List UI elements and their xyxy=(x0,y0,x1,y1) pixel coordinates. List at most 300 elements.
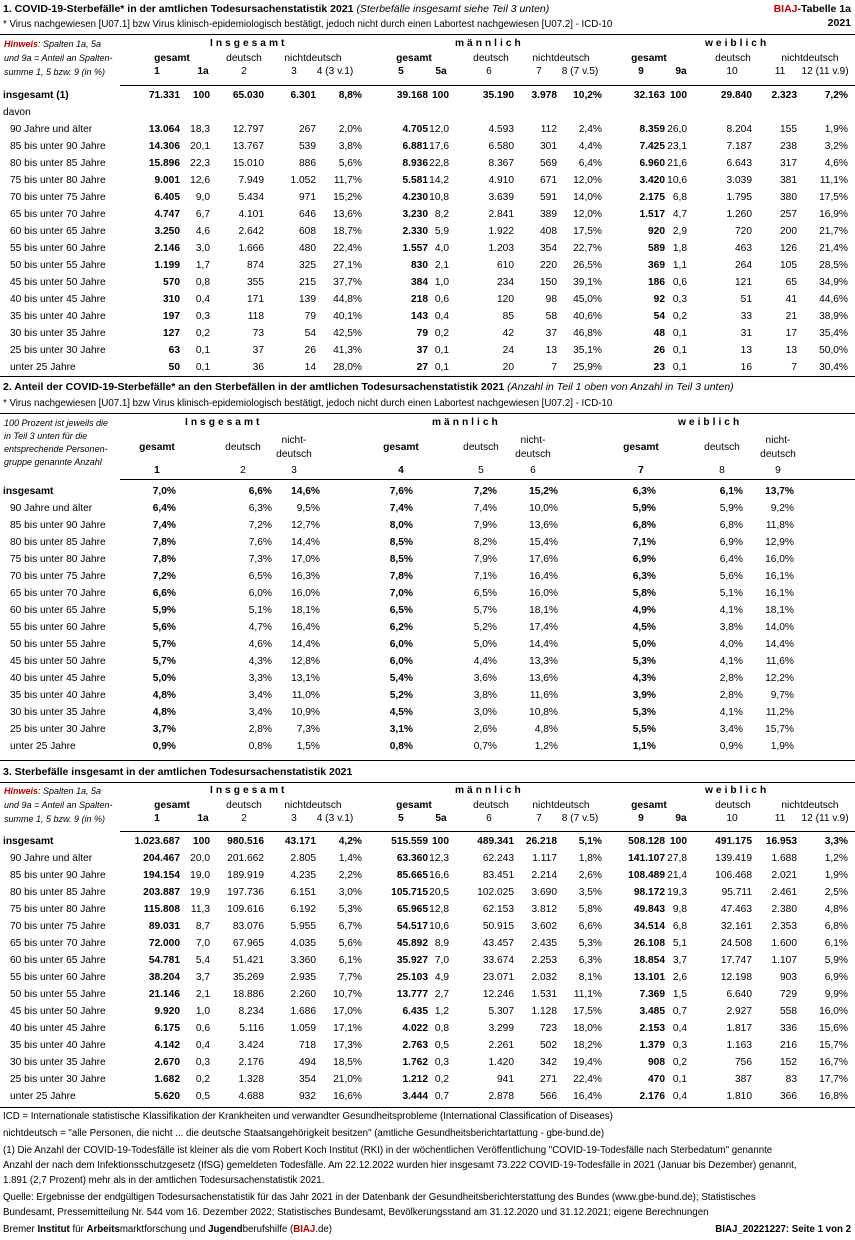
col-label-nd: nichtdeutsch xyxy=(284,800,342,811)
cell: 3.039 xyxy=(726,175,752,186)
row-label: 25 bis unter 30 Jahre xyxy=(10,724,106,735)
cell: 8.936 xyxy=(402,158,428,169)
cell: 0,5 xyxy=(434,1040,449,1051)
cell: 0,7 xyxy=(672,1006,687,1017)
cell: 1.682 xyxy=(154,1074,180,1085)
table-row xyxy=(0,688,855,705)
cell: 7,8% xyxy=(389,571,413,582)
row-label: 85 bis unter 90 Jahre xyxy=(10,141,106,152)
cell: 79 xyxy=(416,328,428,339)
cell: 22,7% xyxy=(573,243,602,254)
cell: 1.052 xyxy=(290,175,316,186)
group-weiblich: weiblich xyxy=(705,785,770,796)
cell: 4,3% xyxy=(248,656,272,667)
row-label: 85 bis unter 90 Jahre xyxy=(10,520,106,531)
cell: 0,4 xyxy=(434,311,449,322)
cell: 12,0 xyxy=(429,124,449,135)
cell: 4,7 xyxy=(672,209,687,220)
cell: 932 xyxy=(299,1091,316,1102)
cell: 6,3% xyxy=(632,571,656,582)
cell: 1.517 xyxy=(639,209,665,220)
cell: 19,3 xyxy=(667,887,687,898)
cell: 2,2% xyxy=(338,870,362,881)
cell: 9,7% xyxy=(770,690,794,701)
table-row xyxy=(0,1038,855,1055)
table-row xyxy=(0,569,855,586)
cell: 189.919 xyxy=(227,870,264,881)
row-label: 40 bis unter 45 Jahre xyxy=(10,673,106,684)
davon-label xyxy=(0,105,855,122)
cell: 539 xyxy=(299,141,316,152)
cell: 2.461 xyxy=(771,887,797,898)
cell: 4,8% xyxy=(534,724,558,735)
cell: 24.508 xyxy=(720,938,752,949)
cell: 12,0% xyxy=(573,175,602,186)
cell: 12,9% xyxy=(765,537,794,548)
cell: 1.810 xyxy=(726,1091,752,1102)
cell: 6,0% xyxy=(389,656,413,667)
cell: 2.763 xyxy=(402,1040,428,1051)
row-label: 60 bis unter 65 Jahre xyxy=(10,226,106,237)
cell: 4.235 xyxy=(290,870,316,881)
row-label: 50 bis unter 55 Jahre xyxy=(10,260,106,271)
cell: 45,0% xyxy=(573,294,602,305)
col-number-n3: 3 xyxy=(291,813,297,824)
col-label-gesamt-1: gesamt xyxy=(383,442,419,453)
cell: 5.307 xyxy=(488,1006,514,1017)
cell: 20,1 xyxy=(190,141,210,152)
cell: 100 xyxy=(432,90,449,101)
cell: 13.064 xyxy=(148,124,180,135)
cell: 12.797 xyxy=(232,124,264,135)
cell: 152 xyxy=(780,1057,797,1068)
cell: 23,1 xyxy=(667,141,687,152)
cell: 7,7% xyxy=(338,972,362,983)
cell: 3,1% xyxy=(389,724,413,735)
row-label: 50 bis unter 55 Jahre xyxy=(10,639,106,650)
cell: 5,9% xyxy=(824,955,848,966)
cell: 15.896 xyxy=(148,158,180,169)
row-label: 50 bis unter 55 Jahre xyxy=(10,989,106,1000)
cell: 6.643 xyxy=(726,158,752,169)
cell: 1.795 xyxy=(726,192,752,203)
cell: 3.812 xyxy=(531,904,557,915)
cell: 342 xyxy=(540,1057,557,1068)
row-label: 75 bis unter 80 Jahre xyxy=(10,554,106,565)
cell: 3,9% xyxy=(632,690,656,701)
cell: 22,4% xyxy=(333,243,362,254)
cell: 3,8% xyxy=(473,690,497,701)
cell: 72.000 xyxy=(148,938,180,949)
cell: 2.253 xyxy=(531,955,557,966)
cell: 13,1% xyxy=(291,673,320,684)
cell: 5,1% xyxy=(719,588,743,599)
cell: 41,3% xyxy=(333,345,362,356)
cell: 6,7% xyxy=(338,921,362,932)
cell: 155 xyxy=(780,124,797,135)
cell: 22,4% xyxy=(573,1074,602,1085)
cell: 16,3% xyxy=(291,571,320,582)
table-row xyxy=(0,586,855,603)
row-label: 40 bis unter 45 Jahre xyxy=(10,294,106,305)
cell: 234 xyxy=(497,277,514,288)
row-label: 70 bis unter 75 Jahre xyxy=(10,921,106,932)
cell: 354 xyxy=(540,243,557,254)
cell: 3.230 xyxy=(402,209,428,220)
cell: 4,2% xyxy=(338,836,362,847)
virus-note: * Virus nachgewiesen [U07.1] bzw Virus klinisch-epidemiologisch bestätigt, jedoch nicht durch einen Labortest nachgewiesen [U07.2] - ICD-10 xyxy=(3,19,613,30)
col-label-gesamt: gesamt xyxy=(631,53,667,64)
cell: 0,6 xyxy=(434,294,449,305)
col-label-gesamt: gesamt xyxy=(396,53,432,64)
cell: 38,9% xyxy=(819,311,848,322)
cell: 4,4% xyxy=(473,656,497,667)
cell: 4,8% xyxy=(824,904,848,915)
note-icd: ICD = Internationale statistische Klassifikation der Krankheiten und verwandter Gesundheitsprobleme (International Classification of Diseases) xyxy=(3,1111,613,1122)
cell: 24 xyxy=(502,345,514,356)
cell: 5.581 xyxy=(402,175,428,186)
cell: 1.686 xyxy=(290,1006,316,1017)
cell: 1.600 xyxy=(771,938,797,949)
cell: 98.172 xyxy=(633,887,665,898)
cell: 1.107 xyxy=(771,955,797,966)
cell: 4.035 xyxy=(290,938,316,949)
cell: 13.101 xyxy=(633,972,665,983)
cell: 4,5% xyxy=(389,707,413,718)
cell: 15.010 xyxy=(232,158,264,169)
cell: 2,6% xyxy=(578,870,602,881)
cell: 6,3% xyxy=(578,955,602,966)
cell: 9,8 xyxy=(672,904,687,915)
row-label: 35 bis unter 40 Jahre xyxy=(10,311,106,322)
cell: 2.353 xyxy=(771,921,797,932)
col-number-n1: 1 xyxy=(154,465,160,476)
cell: 1,4% xyxy=(338,853,362,864)
cell: 17,4% xyxy=(529,622,558,633)
cell: 6,4% xyxy=(152,503,176,514)
group-weiblich: weiblich xyxy=(705,38,770,49)
cell: 0,3 xyxy=(195,311,210,322)
cell: 6,8% xyxy=(632,520,656,531)
cell: 354 xyxy=(299,1074,316,1085)
cell: 1.531 xyxy=(531,989,557,1000)
cell: 16,9% xyxy=(819,209,848,220)
row-label: 30 bis unter 35 Jahre xyxy=(10,707,106,718)
table-id: BIAJ-Tabelle 1a xyxy=(773,3,851,15)
cell: 23 xyxy=(653,362,665,373)
cell: 1.117 xyxy=(532,853,557,864)
cell: 44,6% xyxy=(819,294,848,305)
cell: 2,6 xyxy=(672,972,687,983)
total-row xyxy=(0,834,855,851)
row-label: 45 bis unter 50 Jahre xyxy=(10,277,106,288)
cell: 71.331 xyxy=(148,90,180,101)
cell: 1,9% xyxy=(824,124,848,135)
cell: 3,0% xyxy=(338,887,362,898)
cell: 0,2 xyxy=(434,1074,449,1085)
cell: 5,8% xyxy=(632,588,656,599)
col-number-n1: 1 xyxy=(154,813,160,824)
cell: 8,9 xyxy=(434,938,449,949)
col-number-n12: 12 (11 v.9) xyxy=(801,813,849,824)
cell: 6,3% xyxy=(632,486,656,497)
cell: 7,8% xyxy=(152,537,176,548)
cell: 2.841 xyxy=(488,209,514,220)
cell: 16,0% xyxy=(291,588,320,599)
cell: 317 xyxy=(780,158,797,169)
table-row xyxy=(0,343,855,360)
table-row xyxy=(0,190,855,207)
cell: 11,6% xyxy=(529,690,558,701)
table-row xyxy=(0,868,855,885)
cell: 4,0% xyxy=(719,639,743,650)
cell: 1.379 xyxy=(639,1040,665,1051)
cell: 49.843 xyxy=(633,904,665,915)
cell: 85.665 xyxy=(396,870,428,881)
cell: 37 xyxy=(416,345,428,356)
col-number-n6: 6 xyxy=(530,465,536,476)
cell: 0,2 xyxy=(672,1057,687,1068)
cell: 13,6% xyxy=(333,209,362,220)
col-number-n5a: 5a xyxy=(435,66,447,77)
cell: 1,2% xyxy=(824,853,848,864)
cell: 18,1% xyxy=(765,605,794,616)
cell: 1.023.687 xyxy=(134,836,180,847)
cell: 5,1% xyxy=(248,605,272,616)
cell: 0,8% xyxy=(248,741,272,752)
cell: 4,1% xyxy=(719,605,743,616)
cell: 3,7% xyxy=(152,724,176,735)
cell: 7.425 xyxy=(639,141,665,152)
cell: 32.161 xyxy=(720,921,752,932)
cell: 10,9% xyxy=(291,707,320,718)
cell: 2.330 xyxy=(402,226,428,237)
cell: 89.031 xyxy=(148,921,180,932)
cell: 1.922 xyxy=(488,226,514,237)
cell: 1,5% xyxy=(296,741,320,752)
cell: 1.666 xyxy=(238,243,264,254)
cell: 100 xyxy=(670,90,687,101)
cell: 301 xyxy=(540,141,557,152)
col-number-n7: 7 xyxy=(536,813,542,824)
cell: 6,4% xyxy=(578,158,602,169)
cell: 4.593 xyxy=(488,124,514,135)
cell: 830 xyxy=(411,260,428,271)
cell: 4,6 xyxy=(195,226,210,237)
cell: 17,6 xyxy=(429,141,449,152)
cell: 6.405 xyxy=(154,192,180,203)
col-number-n1a: 1a xyxy=(197,813,209,824)
source-line-1: Quelle: Ergebnisse der endgültigen Todesursachenstatistik für das Jahr 2021 in der Datenbank der Gesundheitsberichterstattung des Bundes (www.gbe-bund.de); Statistisches xyxy=(3,1192,756,1203)
cell: 8,5% xyxy=(389,554,413,565)
cell: 355 xyxy=(247,277,264,288)
cell: 11,7% xyxy=(333,175,362,186)
cell: 120 xyxy=(497,294,514,305)
cell: 0,2 xyxy=(672,311,687,322)
cell: 2.021 xyxy=(771,870,797,881)
row-label: 40 bis unter 45 Jahre xyxy=(10,1023,106,1034)
cell: 720 xyxy=(735,226,752,237)
cell: 54.781 xyxy=(148,955,180,966)
col-number-n3: 3 xyxy=(291,66,297,77)
cell: 21,0% xyxy=(333,1074,362,1085)
cell: 37 xyxy=(252,345,264,356)
cell: 33 xyxy=(740,311,752,322)
table-row xyxy=(0,275,855,292)
cell: 22,8 xyxy=(429,158,449,169)
col-number-n7: 7 xyxy=(638,465,644,476)
cell: 8,0% xyxy=(389,520,413,531)
cell: 51 xyxy=(740,294,752,305)
col-number-n8: 8 xyxy=(719,465,725,476)
cell: 0,7% xyxy=(473,741,497,752)
cell: 0,9% xyxy=(152,741,176,752)
cell: 5.434 xyxy=(238,192,264,203)
cell: 19,4% xyxy=(573,1057,602,1068)
cell: 139 xyxy=(299,294,316,305)
col-number-n9a: 9a xyxy=(675,66,687,77)
cell: 18,3 xyxy=(190,124,210,135)
cell: 5,0% xyxy=(473,639,497,650)
cell: 3.690 xyxy=(531,887,557,898)
cell: 218 xyxy=(411,294,428,305)
cell: 35.190 xyxy=(482,90,514,101)
cell: 3.444 xyxy=(402,1091,428,1102)
cell: 9,0 xyxy=(195,192,210,203)
cell: 325 xyxy=(299,260,316,271)
cell: 3,3% xyxy=(824,836,848,847)
cell: 12,2% xyxy=(765,673,794,684)
cell: 21.146 xyxy=(148,989,180,1000)
cell: 26,0 xyxy=(667,124,687,135)
cell: 6,9% xyxy=(824,972,848,983)
cell: 17,5% xyxy=(573,226,602,237)
cell: 3,8% xyxy=(338,141,362,152)
cell: 1,5 xyxy=(672,989,687,1000)
cell: 17,1% xyxy=(333,1023,362,1034)
cell: 3.485 xyxy=(639,1006,665,1017)
cell: 10,6 xyxy=(667,175,687,186)
col-label-nd1-2: nicht- xyxy=(765,435,791,446)
cell: 6,0% xyxy=(389,639,413,650)
cell: 42,5% xyxy=(333,328,362,339)
cell: 16,6 xyxy=(429,870,449,881)
cell: 35,1% xyxy=(573,345,602,356)
section-1-title: 1. COVID-19-Sterbefälle* in der amtlichen Todesursachenstatistik 2021 (Sterbefälle insgesamt siehe Teil 3 unten) xyxy=(3,3,550,15)
cell: 3.424 xyxy=(238,1040,264,1051)
row-label: 25 bis unter 30 Jahre xyxy=(10,1074,106,1085)
cell: 1.163 xyxy=(726,1040,752,1051)
cell: 1.059 xyxy=(290,1023,316,1034)
davon-text: davon xyxy=(3,107,31,118)
cell: 7 xyxy=(791,362,797,373)
cell: 15,6% xyxy=(819,1023,848,1034)
source-line-2: Bundesamt, Pressemitteilung Nr. 544 vom 16. Dezember 2022; Statistisches Bundesamt, Bevölkerungsstand am 31.12.2020 und 31.12.2021; eigene Berechnungen xyxy=(3,1207,709,1218)
cell: 58 xyxy=(545,311,557,322)
col-number-n9: 9 xyxy=(638,66,644,77)
cell: 15,2% xyxy=(529,486,558,497)
cell: 4.022 xyxy=(402,1023,428,1034)
col-label-nd: nichtdeutsch xyxy=(284,53,342,64)
cell: 16,6% xyxy=(333,1091,362,1102)
cell: 4.705 xyxy=(402,124,428,135)
cell: 30,4% xyxy=(819,362,848,373)
cell: 566 xyxy=(540,1091,557,1102)
cell: 10,2% xyxy=(573,90,602,101)
cell: 7,0% xyxy=(389,588,413,599)
cell: 100 xyxy=(670,836,687,847)
cell: 381 xyxy=(780,175,797,186)
cell: 515.559 xyxy=(391,836,428,847)
hint-line-3: entsprechende Personen- xyxy=(4,444,108,454)
cell: 83.451 xyxy=(482,870,514,881)
cell: 384 xyxy=(411,277,428,288)
cell: 2.642 xyxy=(238,226,264,237)
cell: 0,1 xyxy=(672,328,687,339)
cell: 115.808 xyxy=(143,904,180,915)
cell: 28,5% xyxy=(819,260,848,271)
cell: 3.360 xyxy=(290,955,316,966)
cell: 2,5% xyxy=(824,887,848,898)
cell: 3.250 xyxy=(154,226,180,237)
cell: 5,3% xyxy=(338,904,362,915)
col-number-n9: 9 xyxy=(638,813,644,824)
cell: 141.107 xyxy=(628,853,665,864)
cell: 502 xyxy=(540,1040,557,1051)
cell: 7,8% xyxy=(152,554,176,565)
cell: 6,5% xyxy=(473,588,497,599)
cell: 2,8% xyxy=(719,673,743,684)
cell: 20,0 xyxy=(190,853,210,864)
cell: 6,8% xyxy=(719,520,743,531)
cell: 1,9% xyxy=(824,870,848,881)
table-row xyxy=(0,1055,855,1072)
cell: 7,2% xyxy=(824,90,848,101)
cell: 0,6 xyxy=(195,1023,210,1034)
cell: 18,2% xyxy=(573,1040,602,1051)
cell: 54.517 xyxy=(396,921,428,932)
cell: 2.935 xyxy=(290,972,316,983)
cell: 7,0 xyxy=(195,938,210,949)
cell: 26 xyxy=(304,345,316,356)
cell: 14,4% xyxy=(291,639,320,650)
cell: 470 xyxy=(648,1074,665,1085)
cell: 43.457 xyxy=(482,938,514,949)
cell: 17.747 xyxy=(720,955,752,966)
cell: 37,7% xyxy=(333,277,362,288)
cell: 2.175 xyxy=(639,192,665,203)
cell: 16,4% xyxy=(291,622,320,633)
cell: 4.688 xyxy=(238,1091,264,1102)
cell: 491.175 xyxy=(715,836,752,847)
cell: 200 xyxy=(780,226,797,237)
cell: 100 xyxy=(193,90,210,101)
cell: 2,4% xyxy=(578,124,602,135)
cell: 4,3% xyxy=(632,673,656,684)
cell: 570 xyxy=(163,277,180,288)
hinweis-line-3: summe 1, 5 bzw. 9 (in %) xyxy=(4,67,106,77)
cell: 2,9 xyxy=(672,226,687,237)
cell: 2,1 xyxy=(195,989,210,1000)
cell: 139.419 xyxy=(715,853,752,864)
cell: 729 xyxy=(780,989,797,1000)
cell: 0,8 xyxy=(434,1023,449,1034)
cell: 264 xyxy=(735,260,752,271)
cell: 494 xyxy=(299,1057,316,1068)
row-label: 80 bis unter 85 Jahre xyxy=(10,537,106,548)
col-number-n5a: 5a xyxy=(435,813,447,824)
cell: 3,4% xyxy=(719,724,743,735)
